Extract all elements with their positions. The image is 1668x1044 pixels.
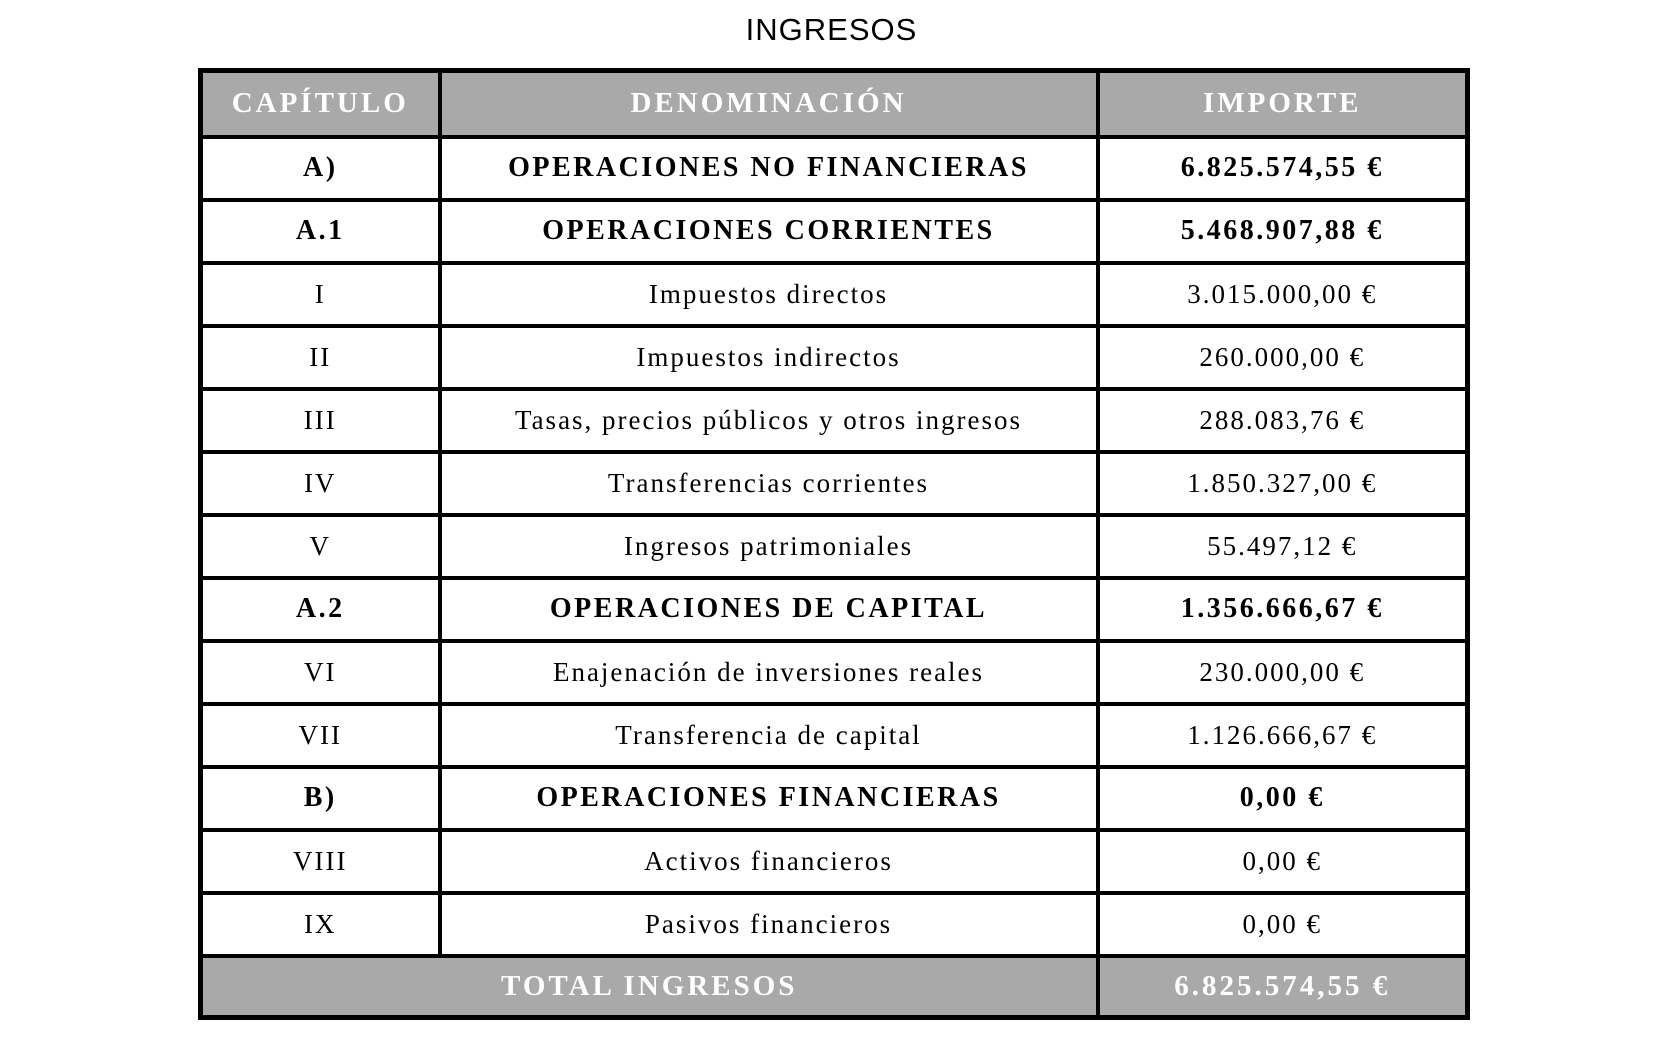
importe-cell: 260.000,00 € [1098, 326, 1468, 389]
denominacion-cell: Impuestos indirectos [440, 326, 1098, 389]
importe-cell: 6.825.574,55 € [1098, 137, 1468, 200]
total-row [201, 956, 1468, 1018]
importe-cell: 0,00 € [1098, 893, 1468, 956]
column-header-denominacion: DENOMINACIÓN [440, 71, 1098, 137]
table-row [201, 515, 1468, 578]
denominacion-cell: OPERACIONES FINANCIERAS [440, 767, 1098, 830]
total-label-cell: TOTAL INGRESOS [201, 956, 1098, 1018]
capitulo-cell: IV [201, 452, 440, 515]
denominacion-cell: Activos financieros [440, 830, 1098, 893]
importe-cell: 55.497,12 € [1098, 515, 1468, 578]
total-importe-cell: 6.825.574,55 € [1098, 956, 1468, 1018]
table-row [201, 830, 1468, 893]
table-row [201, 767, 1468, 830]
denominacion-cell: Ingresos patrimoniales [440, 515, 1098, 578]
denominacion-cell: OPERACIONES NO FINANCIERAS [440, 137, 1098, 200]
table-row [201, 200, 1468, 263]
importe-cell: 1.126.666,67 € [1098, 704, 1468, 767]
importe-cell: 0,00 € [1098, 830, 1468, 893]
table-row [201, 389, 1468, 452]
table-row [201, 452, 1468, 515]
importe-cell: 3.015.000,00 € [1098, 263, 1468, 326]
denominacion-cell: Pasivos financieros [440, 893, 1098, 956]
importe-cell: 1.850.327,00 € [1098, 452, 1468, 515]
table-row [201, 326, 1468, 389]
capitulo-cell: VI [201, 641, 440, 704]
importe-cell: 5.468.907,88 € [1098, 200, 1468, 263]
capitulo-cell: VII [201, 704, 440, 767]
capitulo-cell: B) [201, 767, 440, 830]
denominacion-cell: Impuestos directos [440, 263, 1098, 326]
capitulo-cell: I [201, 263, 440, 326]
table-row [201, 641, 1468, 704]
denominacion-cell: Tasas, precios públicos y otros ingresos [440, 389, 1098, 452]
importe-cell: 1.356.666,67 € [1098, 578, 1468, 641]
importe-cell: 0,00 € [1098, 767, 1468, 830]
capitulo-cell: IX [201, 893, 440, 956]
table-row [201, 578, 1468, 641]
denominacion-cell: OPERACIONES DE CAPITAL [440, 578, 1098, 641]
denominacion-cell: Transferencia de capital [440, 704, 1098, 767]
capitulo-cell: VIII [201, 830, 440, 893]
capitulo-cell: A) [201, 137, 440, 200]
capitulo-cell: II [201, 326, 440, 389]
column-header-importe: IMPORTE [1098, 71, 1468, 137]
importe-cell: 288.083,76 € [1098, 389, 1468, 452]
header-row [201, 71, 1468, 137]
capitulo-cell: V [201, 515, 440, 578]
table-row [201, 263, 1468, 326]
capitulo-cell: A.1 [201, 200, 440, 263]
page-title: INGRESOS [745, 12, 918, 47]
capitulo-cell: A.2 [201, 578, 440, 641]
table-row [201, 704, 1468, 767]
table-row [201, 137, 1468, 200]
table-row [201, 893, 1468, 956]
denominacion-cell: Enajenación de inversiones reales [440, 641, 1098, 704]
column-header-capitulo: CAPÍTULO [201, 71, 440, 137]
denominacion-cell: Transferencias corrientes [440, 452, 1098, 515]
importe-cell: 230.000,00 € [1098, 641, 1468, 704]
ingresos-table [198, 68, 1470, 1020]
capitulo-cell: III [201, 389, 440, 452]
table-body [201, 137, 1468, 956]
table-header [201, 71, 1468, 137]
denominacion-cell: OPERACIONES CORRIENTES [440, 200, 1098, 263]
table-footer [201, 956, 1468, 1018]
